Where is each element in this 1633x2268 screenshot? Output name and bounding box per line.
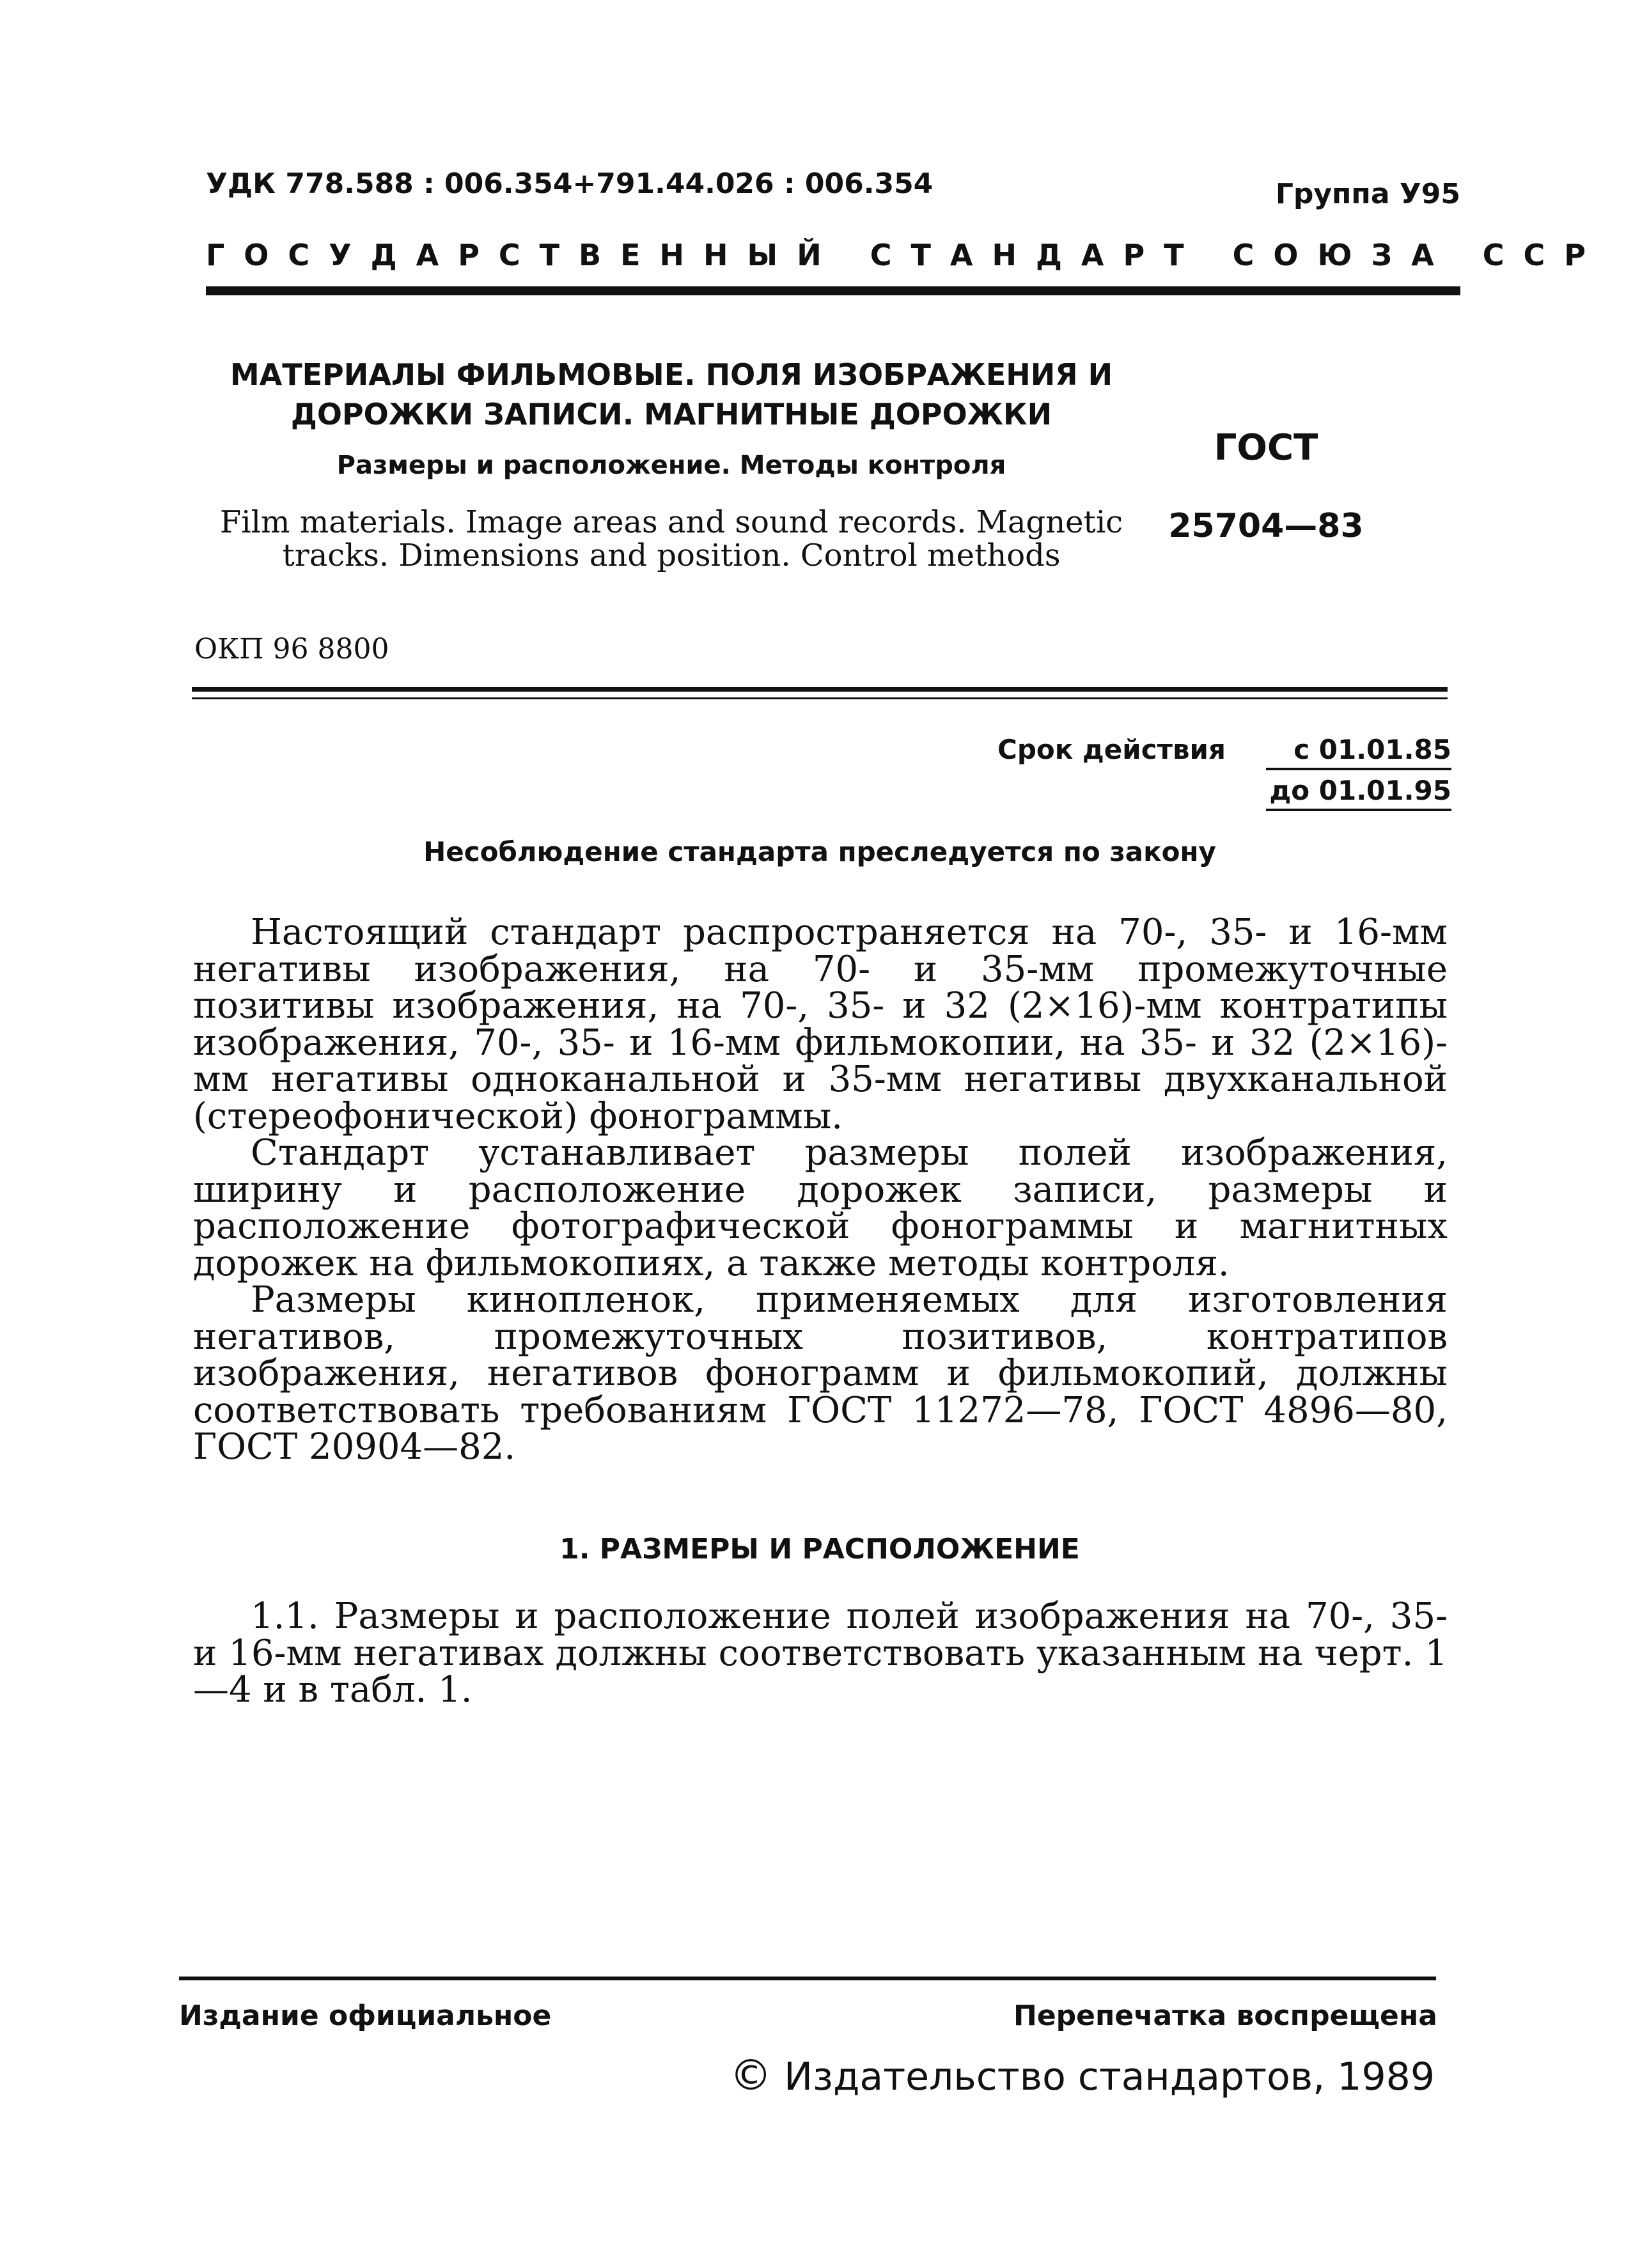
okp-code: ОКП 96 8800 xyxy=(194,633,389,665)
publisher: Издательство стандартов, 1989 xyxy=(784,2054,1435,2099)
validity-from: с 01.01.85 xyxy=(1266,734,1451,770)
validity-label: Срок действия xyxy=(997,734,1226,765)
document-subtitle: Размеры и расположение. Методы контроля xyxy=(336,451,1006,480)
body-text xyxy=(193,914,1448,1466)
law-notice: Несоблюдение стандарта преследуется по закону xyxy=(423,836,1216,867)
body-paragraph-scope: Настоящий стандарт распространяется на 70-, 35- и 16-мм негативы изображения, на 70- и 35-мм промежуточные позитивы изображения, на 70-, 35- и 32 (2×16)-мм контратипы изображения, 70-, 35- и 16-мм фильмокопии, на 35- и 32 (2×16)-мм негативы одноканальной и 35-мм негативы двухканальной (стереофонической) фонограммы. xyxy=(193,912,1448,1137)
copyright-line xyxy=(730,2051,1435,2100)
gost-number: 25704—83 xyxy=(1168,507,1364,545)
validity-to: до 01.01.95 xyxy=(1266,775,1451,811)
body-paragraph-content: Стандарт устанавливает размеры полей изображения, ширину и расположение дорожек записи, размеры и расположение фотографической фонограммы и магнитных дорожек на фильмокопиях, а также методы контроля. xyxy=(193,1132,1448,1284)
body-paragraph-films: Размеры кинопленок, применяемых для изготовления негативов, промежуточных позитивов, контратипов изображения, негативов фонограмм и фильмокопий, должны соответствовать требованиям ГОСТ 11272—78, ГОСТ 4896—80, ГОСТ 20904—82. xyxy=(193,1279,1448,1468)
state-standard-banner: ГОСУДАРСТВЕННЫЙ СТАНДАРТ СОЮЗА ССР xyxy=(206,238,1606,272)
document-title: МАТЕРИАЛЫ ФИЛЬМОВЫЕ. ПОЛЯ ИЗОБРАЖЕНИЯ И ДОРОЖКИ ЗАПИСИ. МАГНИТНЫЕ ДОРОЖКИ xyxy=(230,357,1113,431)
group-code: Группа У95 xyxy=(1275,178,1460,210)
reprint-notice: Перепечатка воспрещена xyxy=(1013,2000,1437,2032)
udk-code: УДК 778.588 : 006.354+791.44.026 : 006.354 xyxy=(206,167,934,200)
title-rule-thin xyxy=(192,697,1448,699)
header-rule xyxy=(206,286,1460,295)
clause-1-1: 1.1. Размеры и расположение полей изображения на 70-, 35- и 16-мм негативах должны соответствовать указанным на черт. 1—4 и в табл. 1. xyxy=(193,1596,1448,1711)
title-rule-thick xyxy=(192,687,1448,692)
footer-rule xyxy=(179,1977,1436,1980)
copyright-icon: © xyxy=(730,2051,772,2100)
english-title: Film materials. Image areas and sound records. Magnetic tracks. Dimensions and position. Control methods xyxy=(219,504,1123,573)
gost-label: ГОСТ xyxy=(1214,427,1318,469)
section-heading: 1. РАЗМЕРЫ И РАСПОЛОЖЕНИЕ xyxy=(559,1533,1080,1565)
edition-label: Издание официальное xyxy=(179,2000,552,2032)
gost-designation xyxy=(1164,427,1368,545)
title-block xyxy=(217,355,1125,572)
